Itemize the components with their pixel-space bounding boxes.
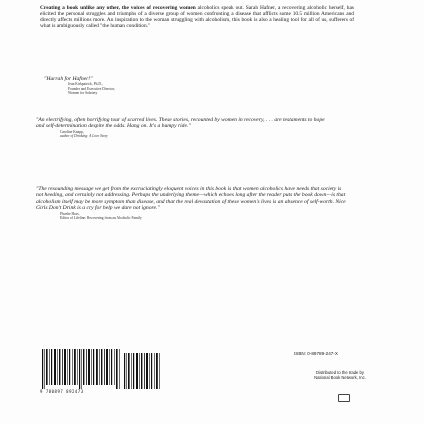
intro-body: alcoholics speak out. Sarah Hafner, a recovering alcoholic herself, has elicited the personal struggles and triumphs of a diverse group of women confronting a disease that afflicts some 10.5 million Americans and directly affects millions more. An inspiration to the woman struggling with alcoholism, this book is also a healing tool for all of us, sufferers of what is ambiguously called "the human condition." [40,5,354,30]
attribution-line: author of Drinking: A Love Story [60,134,108,139]
quote-text: "The resounding message we get from the excruciatingly eloquent voices in this book is that women alcoholics have needs that society is not heeding, and certainly not addressing. Perhaps the underlying theme—which echoes long after the reader puts the book down—is that alcoholism itself may be more symptom than disease, and that the real devastation of these women's lives is an absence of self-worth. Nice Girls Don't Drink is a cry for help we dare not ignore." [36,186,346,212]
attribution-line: Founder and Executive Director, [68,86,115,91]
attribution-line: Women for Sobriety [68,91,98,96]
quote-attribution [68,82,115,95]
attribution-line: Caroline Knapp, [60,129,84,134]
barcode-digits: 9 780897 892473 [40,389,84,394]
intro-paragraph [40,5,354,29]
attribution-line: Phoebe Hoss, [60,211,80,216]
attribution-line: Editor of Lifeline: Recovering from an Alcoholic Family [60,216,142,221]
quote-text: "Hurrah for Hafner!" [44,76,93,82]
attribution-line: Jean Kirkpatrick, Ph.D., [68,82,103,87]
quote-text: "An electrifying, often horrifying tour of scarred lives. These stories, recounted by women in recovery, . . . are testaments to hope and self-determination despite the odds. Hang on. It's a bumpy ride." [36,117,325,130]
distribution-line: National Book Network, Inc. [314,375,366,380]
blurb-quote [36,117,326,139]
distribution-note [300,370,380,380]
publisher-logo [338,394,350,402]
distribution-line: Distributed to the trade by [316,370,364,375]
blurb-quote [36,186,346,220]
barcode-addon-graphic [84,349,162,389]
blurb-quote [44,76,115,96]
isbn-label: ISBN: 0-89789-247-X [294,351,338,356]
quote-attribution [60,212,346,221]
quote-attribution [60,130,326,139]
intro-lead: Creating a book unlike any other, the voices of recovering women [40,5,196,11]
